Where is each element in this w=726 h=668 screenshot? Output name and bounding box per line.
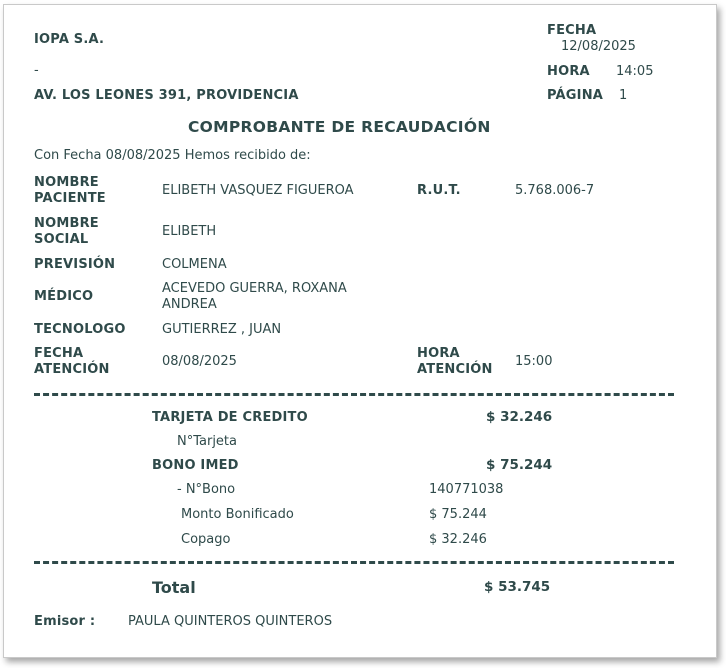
copago-value: $ 32.246 xyxy=(429,532,487,547)
document-title: COMPROBANTE DE RECAUDACIÓN xyxy=(188,118,491,136)
rut-label: R.U.T. xyxy=(417,183,461,198)
nombre-paciente-value: ELIBETH VASQUEZ FIGUEROA xyxy=(162,183,354,198)
hora-label: HORA xyxy=(547,64,590,79)
receipt-sheet xyxy=(3,4,717,658)
tecnologo-value: GUTIERREZ , JUAN xyxy=(162,322,282,337)
tarjeta-label: TARJETA DE CREDITO xyxy=(152,410,308,425)
medico-value: ACEVEDO GUERRA, ROXANA ANDREA xyxy=(162,281,347,312)
total-value: $ 53.745 xyxy=(484,579,551,595)
fecha-atencion-label: FECHA ATENCIÓN xyxy=(34,346,110,377)
hora-atencion-label: HORA ATENCIÓN xyxy=(417,346,493,377)
monto-bonificado-label: Monto Bonificado xyxy=(181,507,294,522)
divider-bottom xyxy=(34,561,674,564)
tarjeta-amount: $ 32.246 xyxy=(486,409,553,425)
pagina-label: PÁGINA xyxy=(547,88,604,103)
copago-label: Copago xyxy=(181,532,231,547)
rut-value: 5.768.006-7 xyxy=(515,183,595,198)
emisor-label: Emisor : xyxy=(34,614,96,629)
prevision-label: PREVISIÓN xyxy=(34,257,116,272)
fecha-atencion-value: 08/08/2025 xyxy=(162,354,237,369)
medico-label: MÉDICO xyxy=(34,289,94,304)
bono-amount: $ 75.244 xyxy=(486,457,553,473)
tecnologo-label: TECNOLOGO xyxy=(34,322,126,337)
emisor-value: PAULA QUINTEROS QUINTEROS xyxy=(128,614,333,629)
bono-label: BONO IMED xyxy=(152,458,239,473)
pagina-value: 1 xyxy=(619,88,628,103)
company-name: IOPA S.A. xyxy=(34,32,105,47)
nombre-paciente-label: NOMBRE PACIENTE xyxy=(34,175,106,206)
total-label: Total xyxy=(152,578,196,597)
hora-value: 14:05 xyxy=(616,64,654,79)
nombre-social-label: NOMBRE SOCIAL xyxy=(34,216,99,247)
fecha-label: FECHA xyxy=(547,23,597,38)
nombre-social-value: ELIBETH xyxy=(162,224,217,239)
company-address: AV. LOS LEONES 391, PROVIDENCIA xyxy=(34,88,299,103)
prevision-value: COLMENA xyxy=(162,257,227,272)
fecha-value: 12/08/2025 xyxy=(561,39,636,54)
hora-atencion-value: 15:00 xyxy=(515,354,553,369)
bono-number-value: 140771038 xyxy=(429,482,504,497)
tarjeta-number-label: N°Tarjeta xyxy=(177,434,237,449)
divider-top xyxy=(34,393,674,396)
monto-bonificado-value: $ 75.244 xyxy=(429,507,487,522)
intro-text: Con Fecha 08/08/2025 Hemos recibido de: xyxy=(34,148,311,163)
company-dash: - xyxy=(34,63,39,78)
bono-number-label: - N°Bono xyxy=(177,482,236,497)
